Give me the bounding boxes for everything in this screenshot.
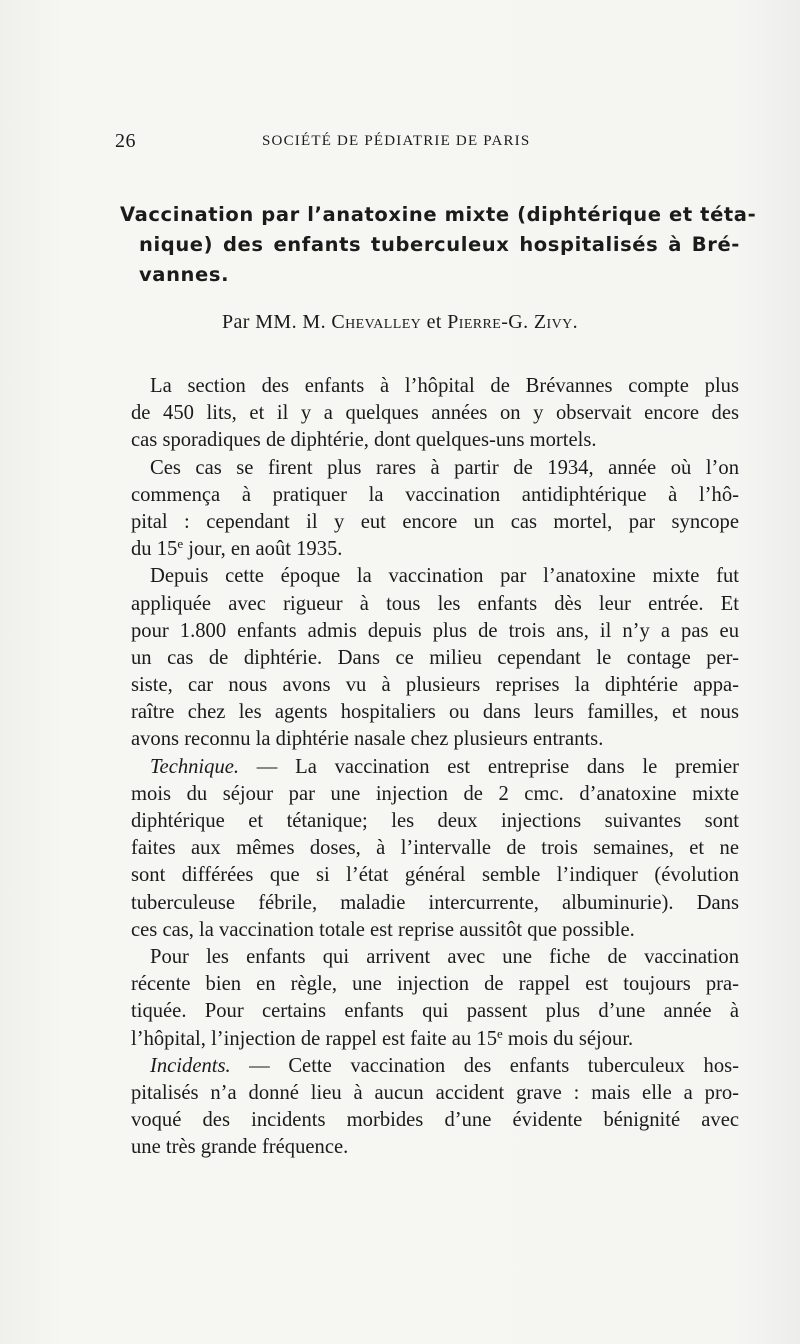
- text-line: diphtérique et tétanique; les deux injections suivantes sont: [131, 810, 739, 832]
- title-line: Vaccination par l’anatoxine mixte (diphtérique et téta-: [120, 203, 757, 226]
- text-line: Incidents. — Cette vaccination des enfants tuberculeux hos-: [150, 1054, 739, 1077]
- text-line: pitalisés n’a donné lieu à aucun accident grave : mais elle a pro-: [131, 1081, 739, 1104]
- section-lead: Incidents.: [150, 1054, 231, 1077]
- text-line: Ces cas se firent plus rares à partir de 1934, année où l’on: [150, 456, 739, 479]
- text-line: pour 1.800 enfants admis depuis plus de trois ans, il n’y a pas eu: [131, 619, 739, 642]
- article-title: [120, 200, 757, 290]
- text-line: avons reconnu la diphtérie nasale chez plusieurs entrants.: [131, 728, 604, 751]
- text-line: l’hôpital, l’injection de rappel est faite au 15e mois du séjour.: [131, 1025, 634, 1050]
- paragraph: [131, 373, 739, 455]
- page-header: [115, 130, 665, 156]
- author-suffix: .: [572, 311, 579, 333]
- title-line: nique) des enfants tuberculeux hospitalisés à Bré-: [139, 233, 740, 256]
- paragraph: [131, 563, 739, 753]
- text-line: une très grande fréquence.: [131, 1136, 349, 1159]
- text-line: tuberculeuse fébrile, maladie intercurrente, albuminurie). Dans: [131, 891, 739, 914]
- text-line: cas sporadiques de diphtérie, dont quelques-uns mortels.: [131, 429, 597, 452]
- author-name: Chevalley: [331, 311, 422, 333]
- text-line: du 15e jour, en août 1935.: [131, 536, 343, 561]
- text-line: commença à pratiquer la vaccination antidiphtérique à l’hô-: [131, 483, 739, 506]
- text-line: sont différées que si l’état général semble l’indiquer (évolution: [131, 864, 739, 887]
- paragraph: [131, 754, 739, 944]
- text-line: faites aux mêmes doses, à l’intervalle de trois semaines, et ne: [131, 837, 739, 860]
- text-line: Technique. — La vaccination est entreprise dans le premier: [150, 755, 739, 778]
- text-line: voqué des incidents morbides d’une évidente bénignité avec: [131, 1109, 739, 1132]
- text-line: La section des enfants à l’hôpital de Brévannes compte plus: [150, 375, 739, 397]
- text-line: un cas de diphtérie. Dans ce milieu cependant le contage per-: [131, 646, 739, 669]
- author-line: [0, 311, 800, 334]
- text-line: Depuis cette époque la vaccination par l’anatoxine mixte fut: [150, 565, 739, 588]
- section-lead: Technique.: [150, 755, 240, 778]
- title-line: vannes.: [139, 263, 230, 286]
- paragraph: [131, 944, 739, 1053]
- author-joiner: et: [421, 311, 448, 333]
- paragraph: [131, 455, 739, 564]
- author-prefix: Par MM. M.: [221, 311, 332, 333]
- paragraph: [131, 1053, 739, 1162]
- text-line: pital : cependant il y eut encore un cas mortel, par syncope: [131, 510, 739, 533]
- text-line: siste, car nous avons vu à plusieurs reprises la diphtérie appa-: [131, 674, 739, 697]
- text-line: raître chez les agents hospitaliers ou dans leurs familles, et nous: [131, 701, 739, 724]
- text-line: de 450 lits, et il y a quelques années on y observait encore des: [131, 402, 739, 425]
- article-body: [131, 373, 739, 1161]
- text-line: récente bien en règle, une injection de rappel est toujours pra-: [131, 973, 739, 996]
- running-head: SOCIÉTÉ DE PÉDIATRIE DE PARIS: [262, 133, 531, 149]
- text-line: ces cas, la vaccination totale est reprise aussitôt que possible.: [131, 918, 635, 941]
- author-name: Pierre-G. Zivy: [447, 311, 573, 333]
- text-line: Pour les enfants qui arrivent avec une fiche de vaccination: [150, 945, 739, 968]
- text-line: tiquée. Pour certains enfants qui passent plus d’une année à: [131, 1000, 739, 1023]
- page-number: 26: [115, 130, 136, 152]
- text-line: appliquée avec rigueur à tous les enfants dès leur entrée. Et: [131, 592, 739, 615]
- text-line: mois du séjour par une injection de 2 cmc. d’anatoxine mixte: [131, 782, 739, 805]
